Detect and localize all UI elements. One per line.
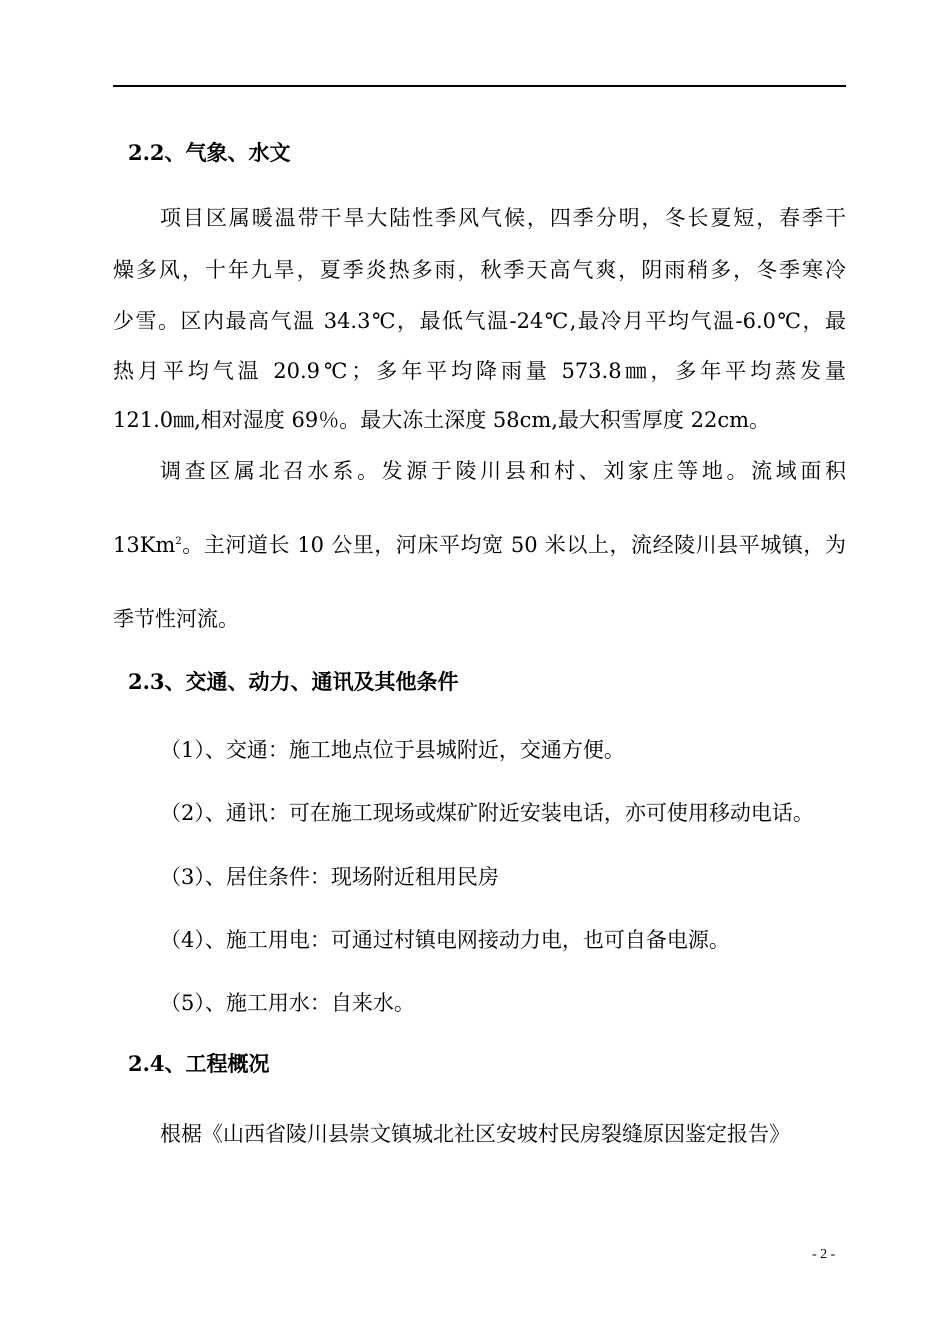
section-heading-2-3: 2.3、交通、动力、通讯及其他条件 (128, 669, 459, 694)
area-value: 13Km (113, 533, 176, 557)
page-number: - 2 - (812, 1247, 836, 1262)
area-superscript: 2 (175, 536, 182, 547)
area-line-rest: 。主河道长 10 公里，河床平均宽 50 米以上，流经陵川县平城镇，为 (181, 533, 846, 557)
header-rule (113, 85, 846, 87)
paragraph-line-area (113, 531, 846, 559)
paragraph-line: 燥多风，十年九旱，夏季炎热多雨，秋季天高气爽，阴雨稍多，冬季寒冷 (113, 258, 846, 282)
list-item: （1）、交通：施工地点位于县城附近，交通方便。 (160, 738, 625, 762)
paragraph-line: 季节性河流。 (113, 607, 239, 631)
paragraph-line: 根椐《山西省陵川县崇文镇城北社区安坡村民房裂缝原因鉴定报告》 (160, 1122, 790, 1146)
paragraph-line: 121.0㎜,相对湿度 69％。最大冻土深度 58cm,最大积雪厚度 22cm。 (113, 408, 771, 432)
list-item: （3）、居住条件：现场附近租用民房 (160, 865, 499, 889)
section-heading-2-4: 2.4、工程概况 (128, 1051, 270, 1076)
list-item: （5）、施工用水：自来水。 (160, 991, 415, 1015)
list-item: （4）、施工用电：可通过村镇电网接动力电，也可自备电源。 (160, 928, 730, 952)
paragraph-line: 项目区属暖温带干旱大陆性季风气候，四季分明，冬长夏短，春季干 (160, 206, 846, 230)
paragraph-line: 调查区属北召水系。发源于陵川县和村、刘家庄等地。流域面积 (160, 459, 846, 483)
paragraph-line: 少雪。区内最高气温 34.3℃，最低气温-24℃,最冷月平均气温-6.0℃，最 (113, 309, 846, 333)
list-item: （2）、通讯：可在施工现场或煤矿附近安装电话，亦可使用移动电话。 (160, 801, 814, 825)
paragraph-line: 热月平均气温 20.9℃；多年平均降雨量 573.8㎜，多年平均蒸发量 (113, 359, 846, 383)
section-heading-2-2: 2.2、气象、水文 (128, 140, 291, 165)
